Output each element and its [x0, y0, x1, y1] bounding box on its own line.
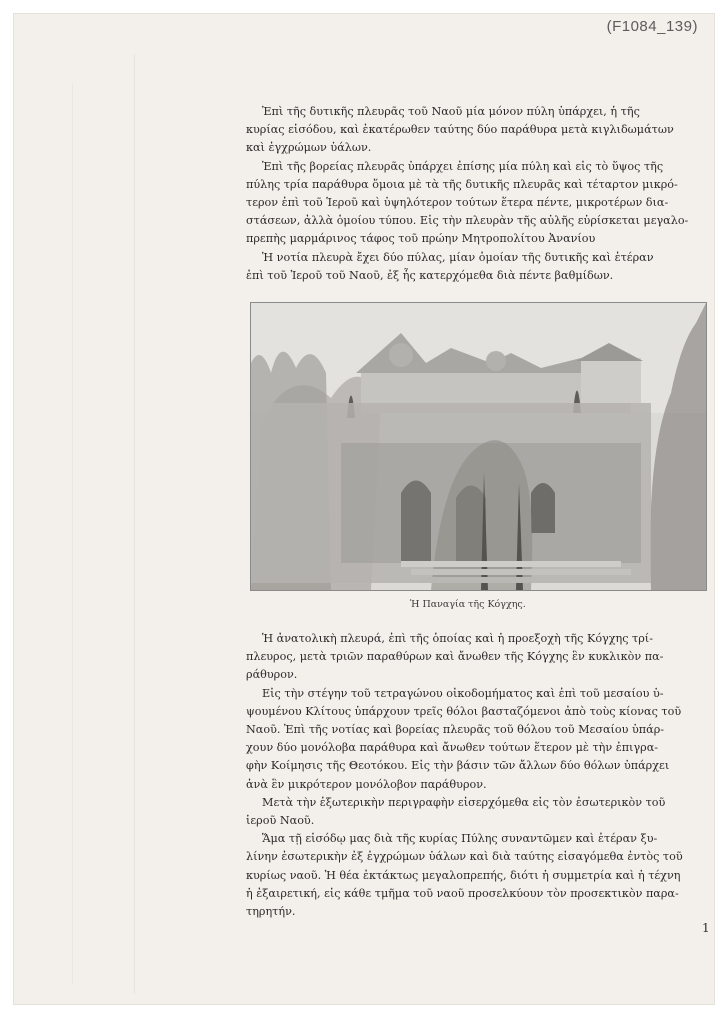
text-line: Ἐπὶ τῆς βορείας πλευρᾶς ὑπάρχει ἐπίσης μία πύλη καὶ εἰς τὸ ὕψος τῆς	[262, 159, 664, 173]
text-line: τερον ἐπὶ τοῦ Ἱεροῦ καὶ ὑψηλότερον τούτων ἕτερα πέντε, μικροτέρων δια-	[246, 196, 669, 210]
text-line: Ἡ νοτία πλευρὰ ἔχει δύο πύλας, μίαν ὁμοίαν τῆς δυτικῆς καὶ ἑτέραν	[262, 250, 654, 264]
text-line: στάσεων, ἀλλὰ ὁμοίου τύπου. Εἰς τὴν πλευρὰν τῆς αὐλῆς εὑρίσκεται μεγαλο-	[246, 214, 689, 228]
archive-id-handwritten: (F1084_139)	[606, 18, 698, 35]
text-line: λίνην ἐσωτερικὴν ἐξ ἐγχρώμων ὑάλων καὶ διὰ ταύτης εἰσαγόμεθα ἐντὸς τοῦ	[246, 850, 683, 864]
text-line: Ναοῦ. Ἐπὶ τῆς νοτίας καὶ βορείας πλευρᾶς τοῦ θόλου τοῦ Μεσαίου ὑπάρ-	[246, 723, 665, 737]
page-number: 1	[702, 921, 710, 935]
text-line: ἐπὶ τοῦ Ἱεροῦ τοῦ Ναοῦ, ἐξ ἧς κατερχόμεθα διὰ πέντε βαθμίδων.	[246, 268, 614, 282]
text-line: πλευρος, μετὰ τριῶν παραθύρων καὶ ἄνωθεν τῆς Κόγχης ἓν κυκλικὸν πα-	[246, 650, 664, 664]
sheet-crease	[134, 54, 135, 994]
text-line: Ἐπὶ τῆς δυτικῆς πλευρᾶς τοῦ Ναοῦ μία μόνον πύλη ὑπάρχει, ἡ τῆς	[262, 105, 640, 118]
text-line: καὶ ἐγχρώμων ὑάλων.	[246, 141, 372, 155]
text-line: φὴν Κοίμησις τῆς Θεοτόκου. Εἰς τὴν βάσιν τῶν ἄλλων δύο θόλων ὑπάρχει	[246, 759, 670, 773]
text-line: πρεπὴς μαρμάρινος τάφος τοῦ πρώην Μητροπολίτου Ἀνανίου	[246, 232, 596, 246]
church-photo-illustration	[251, 303, 706, 590]
text-line: κυρίως ναοῦ. Ἡ θέα ἐκτάκτως μεγαλοπρεπής, διότι ἡ συμμετρία καὶ ἡ τέχνη	[246, 868, 681, 882]
text-block-top	[246, 103, 708, 285]
church-photo	[250, 302, 707, 591]
text-line: ἀνὰ ἓν μικρότερον μονόλοβον παράθυρον.	[246, 777, 487, 791]
text-line: πύλης τρία παράθυρα ὅμοια μὲ τὰ τῆς δυτικῆς πλευρᾶς καὶ τέταρτον μικρό-	[246, 177, 678, 191]
text-line: Εἰς τὴν στέγην τοῦ τετραγώνου οἰκοδομήματος καὶ ἐπὶ τοῦ μεσαίου ὑ-	[262, 686, 664, 700]
text-line: τηρητήν.	[246, 905, 296, 919]
text-line: Ἅμα τῇ εἰσόδῳ μας διὰ τῆς κυρίας Πύλης συναντῶμεν καὶ ἑτέραν ξυ-	[262, 832, 658, 846]
text-block-bottom	[246, 630, 708, 921]
text-line: Ἡ ἀνατολικὴ πλευρά, ἐπὶ τῆς ὁποίας καὶ ἡ προεξοχὴ τῆς Κόγχης τρί-	[262, 632, 653, 645]
sheet-crease-left	[72, 84, 73, 984]
photo-caption: Ἡ Παναγία τῆς Κόγχης.	[410, 599, 526, 610]
text-line: ἡ ἐξαιρετική, εἰς κάθε τμῆμα τοῦ ναοῦ προσελκύουν τὸν προσεκτικὸν παρα-	[246, 886, 679, 900]
text-line: ράθυρον.	[246, 668, 298, 682]
text-line: χουν δύο μονόλοβα παράθυρα καὶ ἄνωθεν τούτων ἕτερον μὲ τὴν ἐπιγρα-	[246, 741, 659, 755]
text-line: ἱεροῦ Ναοῦ.	[246, 814, 315, 828]
text-line: Μετὰ τὴν ἐξωτερικὴν περιγραφὴν εἰσερχόμεθα εἰς τὸν ἐσωτερικὸν τοῦ	[262, 795, 666, 809]
text-line: κυρίας εἰσόδου, καὶ ἑκατέρωθεν ταύτης δύο παράθυρα μετὰ κιγλιδωμάτων	[246, 123, 674, 137]
text-line: ψουμένου Κλίτους ὑπάρχουν τρεῖς θόλοι βασταζόμενοι ἀπὸ τοὺς κίονας τοῦ	[246, 704, 682, 718]
